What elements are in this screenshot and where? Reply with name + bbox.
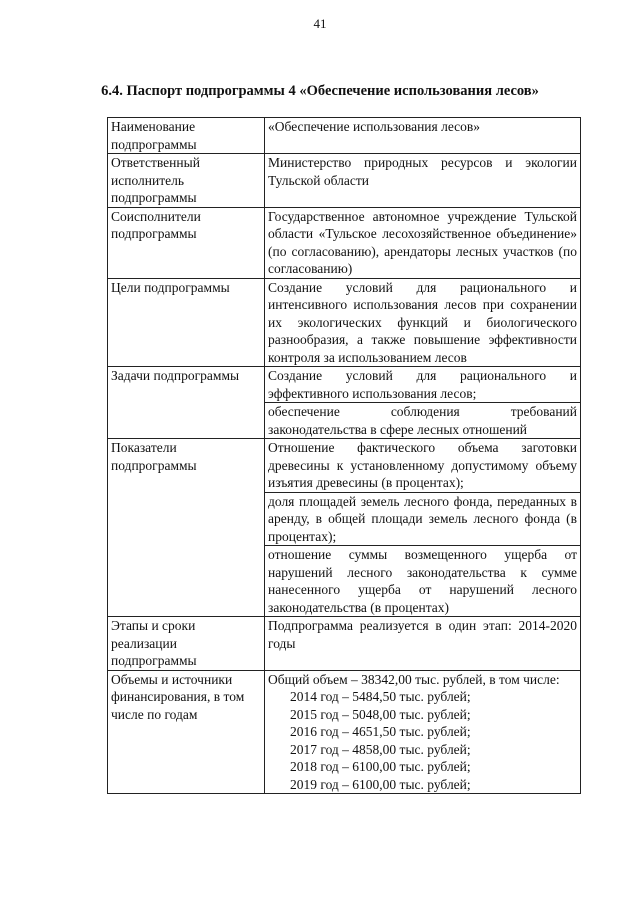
row-value <box>265 154 581 208</box>
funding-year: 2018 год – 6100,00 тыс. рублей; <box>290 759 471 774</box>
funding-year: 2015 год – 5048,00 тыс. рублей; <box>290 706 471 722</box>
funding-year: 2019 год – 6100,00 тыс. рублей; <box>290 776 471 792</box>
funding-year: 2017 год – 4858,00 тыс. рублей; <box>290 741 471 757</box>
passport-table <box>107 117 581 794</box>
row-value <box>265 278 581 367</box>
table-row <box>108 278 581 367</box>
funding-year: 2014 год – 5484,50 тыс. рублей; <box>290 689 471 704</box>
row-value <box>265 439 581 617</box>
row-label: Цели подпрограммы <box>108 278 265 367</box>
value-text: Создание условий для рационального и эффективного использования лесов; <box>268 368 577 401</box>
row-label: Показатели подпрограммы <box>108 439 265 617</box>
row-value <box>265 207 581 278</box>
funding-year: 2016 год – 4651,50 тыс. рублей; <box>290 724 471 739</box>
row-label: Этапы и сроки реализации подпрограммы <box>108 617 265 671</box>
table-row <box>108 670 581 794</box>
value-text: Подпрограмма реализуется в один этап: 2014-2020 годы <box>268 618 577 651</box>
value-text: «Обеспечение использования лесов» <box>268 119 481 134</box>
table-row <box>108 617 581 671</box>
table-row <box>108 439 581 617</box>
row-value <box>265 118 581 154</box>
table-row <box>108 154 581 208</box>
row-label: Ответственный исполнитель подпрограммы <box>108 154 265 208</box>
funding-total: Общий объем – 38342,00 тыс. рублей, в том числе: <box>268 671 560 687</box>
value-text: Отношение фактического объема заготовки древесины к установленному допустимому объему изъятия древесины (в процентах); <box>268 440 577 490</box>
table-row <box>108 207 581 278</box>
row-label: Соисполнители подпрограммы <box>108 207 265 278</box>
value-text: отношение суммы возмещенного ущерба от нарушений лесного законодательства к сумме нанесенного ущерба от нарушений лесного законодательства (в процентах) <box>265 545 580 616</box>
funding-value <box>265 670 581 794</box>
table-row <box>108 118 581 154</box>
table-row <box>108 367 581 439</box>
value-text: Министерство природных ресурсов и экологии Тульской области <box>268 155 577 188</box>
value-text: Создание условий для рационального и интенсивного использования лесов при сохранении их экологических функций и биологического разнообразия, а также повышение эффективности контроля за использованием лесов <box>268 279 577 365</box>
row-label: Задачи подпрограммы <box>108 367 265 439</box>
section-heading: 6.4. Паспорт подпрограммы 4 «Обеспечение использования лесов» <box>101 83 539 99</box>
funding-label: Объемы и источники финансирования, в том числе по годам <box>108 670 265 794</box>
value-text: Государственное автономное учреждение Тульской области «Тульское лесохозяйственное объединение» (по согласованию), арендаторы лесных участков (по согласованию) <box>268 208 577 276</box>
row-value <box>265 617 581 671</box>
value-text: обеспечение соблюдения требований законодательства в сфере лесных отношений <box>265 402 580 438</box>
row-value <box>265 367 581 439</box>
value-text: доля площадей земель лесного фонда, переданных в аренду, в общей площади земель лесного фонда (в процентах); <box>265 492 580 546</box>
row-label: Наименование подпрограммы <box>108 118 265 154</box>
page-number: 41 <box>313 16 327 31</box>
